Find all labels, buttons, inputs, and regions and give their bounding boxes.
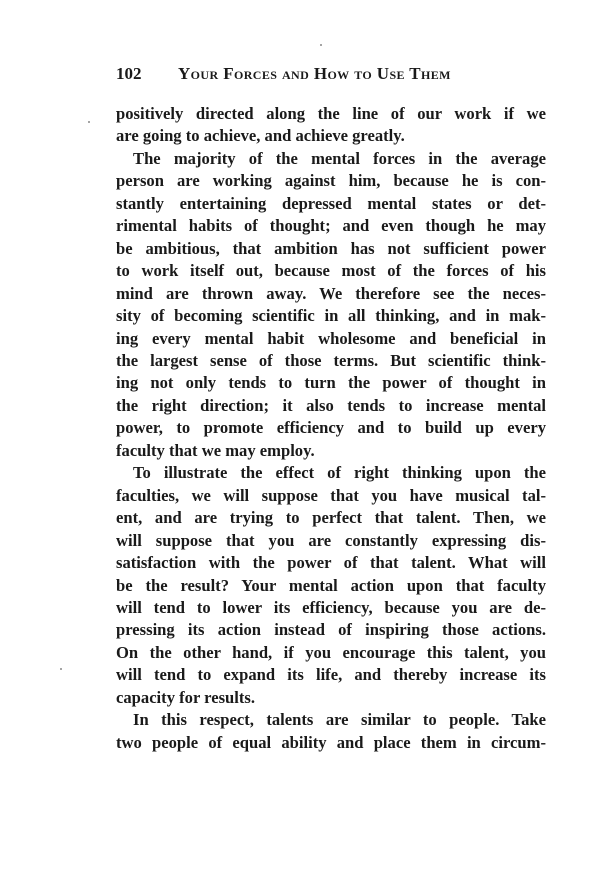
- text-line: ent, and are trying to perfect that talent. Then, we: [116, 508, 546, 528]
- text-line: be the result? Your mental action upon that faculty: [116, 575, 546, 595]
- text-line: The majority of the mental forces in the average: [133, 148, 546, 168]
- text-line: pressing its action instead of inspiring those actions.: [116, 620, 546, 640]
- text-line: satisfaction with the power of that talent. What will: [116, 553, 546, 573]
- text-line: On the other hand, if you encourage this talent, you: [116, 642, 546, 662]
- running-header: [116, 64, 546, 88]
- page-body-text: [116, 103, 546, 754]
- paragraph: [116, 709, 546, 754]
- text-line: two people of equal ability and place them in circum-: [116, 732, 546, 752]
- text-line: sity of becoming scientific in all thinking, and in mak-: [116, 306, 546, 326]
- text-line: the largest sense of those terms. But scientific think-: [116, 350, 546, 370]
- paragraph: [116, 462, 546, 709]
- text-line: positively directed along the line of our work if we: [116, 104, 546, 123]
- text-line: power, to promote efficiency and to build up every: [116, 418, 546, 438]
- text-line: to work itself out, because most of the forces of his: [116, 261, 546, 281]
- text-line: be ambitious, that ambition has not sufficient power: [116, 238, 546, 258]
- text-line: mind are thrown away. We therefore see the neces-: [116, 283, 546, 303]
- text-line: will tend to lower its efficiency, because you are de-: [116, 597, 546, 617]
- text-line: In this respect, talents are similar to people. Take: [133, 710, 546, 730]
- text-line: stantly entertaining depressed mental states or det-: [116, 193, 546, 213]
- text-line: faculties, we will suppose that you have musical tal-: [116, 485, 546, 505]
- scan-speck: [60, 668, 62, 670]
- paragraph: [116, 148, 546, 462]
- text-line: ing not only tends to turn the power of thought in: [116, 373, 546, 393]
- text-line: person are working against him, because he is con-: [116, 171, 546, 191]
- text-line: capacity for results.: [116, 687, 256, 707]
- text-line: faculty that we may employ.: [116, 440, 315, 460]
- text-line: will tend to expand its life, and thereby increase its: [116, 665, 546, 685]
- running-title: Your Forces and How to Use Them: [178, 64, 451, 83]
- text-line: To illustrate the effect of right thinking upon the: [133, 463, 546, 483]
- scan-speck: [88, 121, 90, 123]
- text-line: will suppose that you are constantly expressing dis-: [116, 530, 546, 550]
- scan-speck: [320, 44, 322, 46]
- text-line: ing every mental habit wholesome and beneficial in: [116, 328, 546, 348]
- paragraph: [116, 103, 546, 148]
- text-line: the right direction; it also tends to increase mental: [116, 395, 546, 415]
- page-number: 102: [116, 64, 142, 83]
- text-line: are going to achieve, and achieve greatly.: [116, 126, 405, 146]
- text-line: rimental habits of thought; and even though he may: [116, 216, 546, 236]
